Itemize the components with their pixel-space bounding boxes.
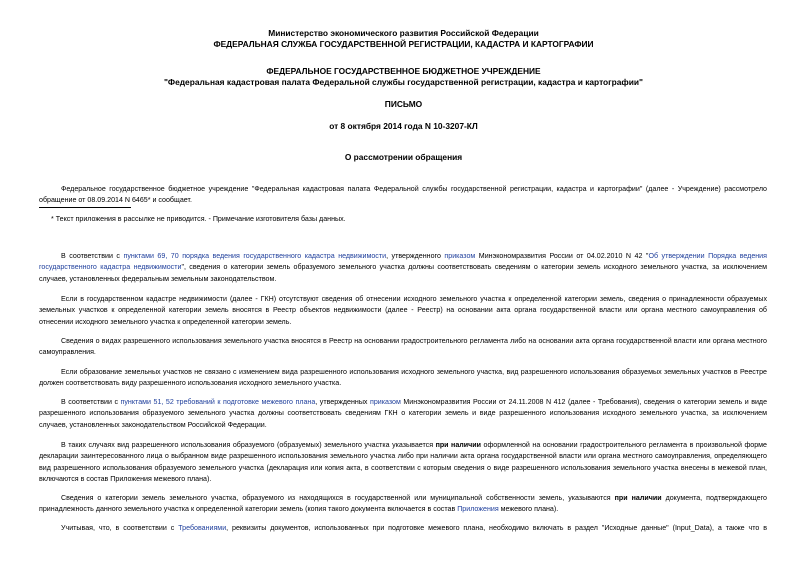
paragraph-7-line-2 xyxy=(39,504,767,515)
paragraph-1 xyxy=(39,251,767,285)
paragraph-3 xyxy=(39,336,767,359)
paragraph-5-line-1 xyxy=(39,397,767,408)
text: оформленной на основании градостроительного регламента в произвольной форме xyxy=(481,441,767,449)
emphasis: при наличии xyxy=(614,494,662,502)
paragraph-5-line-2: разрешенного использования образуемого земельного участка должны соответствовать сведениям ГКН о категории земель и виде разрешенного использования исходного земельного участка, за исключением xyxy=(39,409,767,418)
document-type: ПИСЬМО xyxy=(384,99,423,109)
paragraph-4-line-2: должен соответствовать виду разрешенного использования исходного земельного участка. xyxy=(39,379,342,388)
text: Минэкономразвития России от 24.11.2008 N 412 (далее - Требования), сведения о категории земель и виде xyxy=(400,398,768,406)
paragraph-3-line-2: самоуправления. xyxy=(39,348,96,357)
footnote-divider xyxy=(39,207,131,208)
text: межевого плана). xyxy=(498,505,559,514)
link-appendix[interactable]: Приложения xyxy=(457,505,499,514)
paragraph-4-line-1: Если образование земельных участков не связано с изменением вида разрешенного использования исходного земельного участка, вид разрешенного использования образуемых земельных участков в Реестре xyxy=(61,368,767,376)
footnote: * Текст приложения в рассылке не приводится. - Примечание изготовителя базы данных. xyxy=(51,215,346,223)
paragraph-2-line-2: земельных участков к определенной категории земель вносятся в Реестр объектов недвижимости (далее - Реестр) на основании акта органа государственной власти или органа местного самоуправления об xyxy=(39,306,767,315)
link-requirements[interactable]: Требованиями xyxy=(178,524,227,532)
paragraph-1-line-2 xyxy=(39,262,767,273)
paragraph-6-line-2: декларации заинтересованного лица о выбранном виде разрешенного использования земельного участка либо при наличии акта органа государственной власти или органа местного самоуправления, определяющего xyxy=(39,452,767,461)
paragraph-6-line-4: включаются в состав Приложения межевого плана). xyxy=(39,474,212,483)
emphasis: при наличии xyxy=(435,441,481,449)
paragraph-7-line-1 xyxy=(39,493,767,504)
paragraph-3-line-1: Сведения о видах разрешенного использования земельного участка вносятся в Реестр на основании градостроительного регламента либо на основании акта органа государственной власти или органа местного xyxy=(61,337,767,345)
link-requirements-points[interactable]: пунктами 51, 52 требований к подготовке межевого плана xyxy=(120,398,316,406)
link-order-title-cont[interactable]: государственного кадастра недвижимости xyxy=(39,263,182,272)
document-subject: О рассмотрении обращения xyxy=(344,152,463,162)
paragraph-6-line-1 xyxy=(39,440,767,451)
paragraph-7 xyxy=(39,493,767,516)
text: ", сведения о категории земель образуемого земельного участка должны соответствовать сведениям о категории земель исходного земельного участка, за исключением xyxy=(181,263,767,272)
text: , утвержденного xyxy=(386,252,445,260)
paragraph-5 xyxy=(39,397,767,431)
text: Учитывая, что, в соответствии с xyxy=(61,524,179,532)
link-cadastre-points[interactable]: пунктами 69, 70 порядка ведения государственного кадастра недвижимости xyxy=(123,252,387,260)
paragraph-2 xyxy=(39,294,767,328)
link-order[interactable]: приказом xyxy=(444,252,476,260)
institution-full-name: "Федеральная кадастровая палата Федеральной службы государственной регистрации, кадастра и картографии" xyxy=(163,77,644,87)
ministry-name: Министерство экономического развития Российской Федерации xyxy=(268,28,539,38)
text: документа, подтверждающего xyxy=(661,494,767,502)
paragraph-6-line-3: вид разрешенного использования образуемого земельного участка (декларация или копия акта, в соответствии с которым сведения о виде разрешенного использования земельного участка внесены в межевой план, xyxy=(39,463,767,472)
text: принадлежность данного земельного участка к определенной категории земель (копия такого документа включается в состав xyxy=(39,505,458,514)
paragraph-6 xyxy=(39,440,767,485)
service-name: ФЕДЕРАЛЬНАЯ СЛУЖБА ГОСУДАРСТВЕННОЙ РЕГИСТРАЦИИ, КАДАСТРА И КАРТОГРАФИИ xyxy=(213,39,594,49)
institution-name: ФЕДЕРАЛЬНОЕ ГОСУДАРСТВЕННОЕ БЮДЖЕТНОЕ УЧРЕЖДЕНИЕ xyxy=(266,66,541,76)
paragraph-1-line-3: случаев, установленных федеральным земельным законодательством. xyxy=(39,274,277,283)
text: В соответствии с xyxy=(61,398,121,406)
text: , утвержденных xyxy=(315,398,370,406)
text: , реквизиты документов, использованных при подготовке межевого плана, необходимо включать в раздел "Исходные данные" (Input_Data), а также что в xyxy=(226,524,767,532)
paragraph-1-line-1 xyxy=(39,251,767,262)
text: Минэкономразвития России от 04.02.2010 N 42 " xyxy=(475,252,649,260)
paragraph-2-line-1: Если в государственном кадастре недвижимости (далее - ГКН) отсутствуют сведения об отнесении исходного земельного участка к определенной категории земель, сведения о принадлежности образуемых xyxy=(61,295,767,303)
paragraph-4 xyxy=(39,367,767,390)
link-order-title[interactable]: Об утверждении Порядка ведения xyxy=(648,252,767,260)
paragraph-2-line-3: отнесении исходного земельного участка к определенной категории земель. xyxy=(39,317,292,326)
paragraph-8-line-1 xyxy=(39,523,767,534)
document-date-number: от 8 октября 2014 года N 10-3207-КЛ xyxy=(329,121,478,131)
text: В таких случаях вид разрешенного использования образуемого (образуемых) земельного участка указывается xyxy=(61,441,436,449)
paragraph-8 xyxy=(39,523,767,534)
intro-line-1: Федеральное государственное бюджетное учреждение "Федеральная кадастровая палата Федеральной службы государственной регистрации, кадастра и картографии" (далее - Учреждение) рассмотрело xyxy=(61,185,767,193)
text: В соответствии с xyxy=(61,252,124,260)
link-order-412[interactable]: приказом xyxy=(370,398,401,406)
text: Сведения о категории земель земельного участка, образуемого из находящихся в государственной или муниципальной собственности земель, указываются xyxy=(61,494,615,502)
intro-paragraph xyxy=(39,184,767,207)
intro-line-2: обращение от 08.09.2014 N 6465* и сообщает. xyxy=(39,196,192,205)
paragraph-5-line-3: случаев, установленных законодательством Российской Федерации. xyxy=(39,420,267,429)
